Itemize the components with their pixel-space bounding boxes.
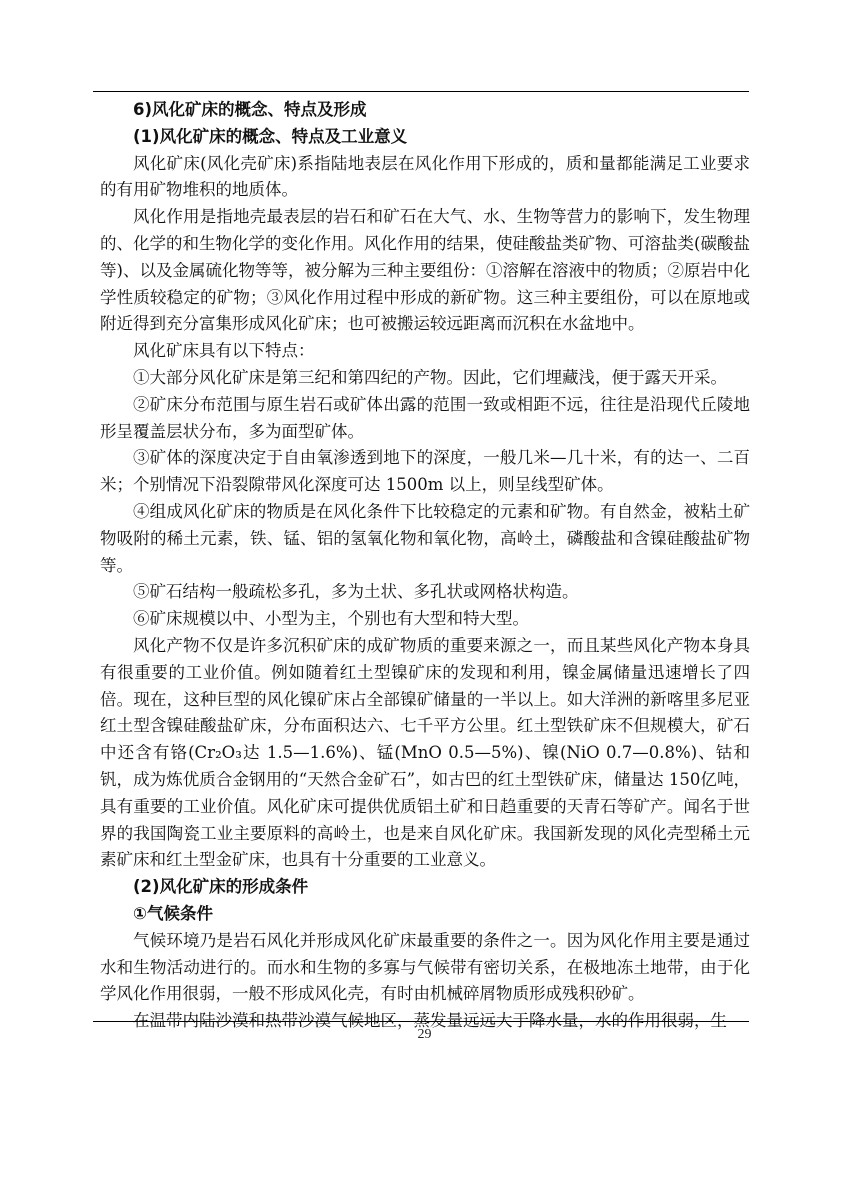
feature-item-6: ⑥矿床规模以中、小型为主，个别也有大型和特大型。 [133,609,529,629]
page-number: 29 [417,1027,432,1042]
feature-item-4: ④组成风化矿床的物质是在风化条件下比较稳定的元素和矿物。有自然金，被粘土矿物吸附的稀土元素，铁、锰、铝的氢氧化物和氧化物，高岭土，磷酸盐和含镍硅酸盐矿物等。 [100,501,750,575]
paragraph-desert: 在温带内陆沙漠和热带沙漠气候地区，蒸发量远远大于降水量，水的作用很弱，生 [133,1011,727,1031]
feature-item-5: ⑤矿石结构一般疏松多孔，多为土状、多孔状或网格状构造。 [133,582,579,602]
paragraph-climate: 气候环境乃是岩石风化并形成风化矿床最重要的条件之一。因为风化作用主要是通过水和生物活动进行的。而水和生物的多寡与气候带有密切关系，在极地冻土地带，由于化学风化作用很弱，一般不形成风化壳，有时由机械碎屑物质形成残积砂矿。 [100,930,750,1004]
paragraph-features-intro: 风化矿床具有以下特点： [133,341,315,361]
header-rule [93,91,749,92]
paragraph-industrial-value: 风化产物不仅是许多沉积矿床的成矿物质的重要来源之一，而且某些风化产物本身具有很重要的工业价值。例如随着红土型镍矿床的发现和利用，镍金属储量迅速增长了四倍。现在，这种巨型的风化镍矿床占全部镍矿储量的一半以上。如大洋洲的新喀里多尼亚红土型含镍硅酸盐矿床，分布面积达六、七千平方公里。红土型铁矿床不但规模大，矿石中还含有铬(Cr₂O₃达 1.5—1.6%)、锰(MnO 0.5—5%)、镍(NiO 0.7—0.8%)、钴和钒，成为炼优质合金钢用的“天然合金矿石”，如古巴的红土型铁矿床，储量达 150亿吨，具有重要的工业价值。风化矿床可提供优质铝土矿和日趋重要的天青石等矿产。闻名于世界的我国陶瓷工业主要原料的高岭土，也是来自风化矿床。我国新发现的风化壳型稀土元素矿床和红土型金矿床，也具有十分重要的工业意义。 [100,635,750,870]
paragraph-definition: 风化矿床(风化壳矿床)系指陆地表层在风化作用下形成的，质和量都能满足工业要求的有用矿物堆积的地质体。 [100,153,750,200]
feature-item-2: ②矿床分布范围与原生岩石或矿体出露的范围一致或相距不远，往往是沿现代丘陵地形呈覆盖层状分布，多为面型矿体。 [100,394,750,441]
subsection-heading-climate: ①气候条件 [133,903,213,923]
feature-item-1: ①大部分风化矿床是第三纪和第四纪的产物。因此，它们埋藏浅，便于露天开采。 [133,367,727,387]
body-text [100,97,750,1035]
subsection-heading-concept: (1)风化矿床的概念、特点及工业意义 [133,126,408,146]
section-heading: 6)风化矿床的概念、特点及形成 [133,100,367,119]
paragraph-weathering: 风化作用是指地壳最表层的岩石和矿石在大气、水、生物等营力的影响下，发生物理的、化学的和生物化学的变化作用。风化作用的结果，使硅酸盐类矿物、可溶盐类(碳酸盐等)、以及金属硫化物等等，被分解为三种主要组份：①溶解在溶液中的物质；②原岩中化学性质较稳定的矿物；③风化作用过程中形成的新矿物。这三种主要组份，可以在原地或附近得到充分富集形成风化矿床；也可被搬运较远距离而沉积在水盆地中。 [100,207,750,334]
subsection-heading-conditions: (2)风化矿床的形成条件 [133,877,309,897]
footer-rule [93,1021,749,1022]
feature-item-3: ③矿体的深度决定于自由氧渗透到地下的深度，一般几米—几十米，有的达一、二百米；个别情况下沿裂隙带风化深度可达 1500m 以上，则呈线型矿体。 [100,448,750,495]
